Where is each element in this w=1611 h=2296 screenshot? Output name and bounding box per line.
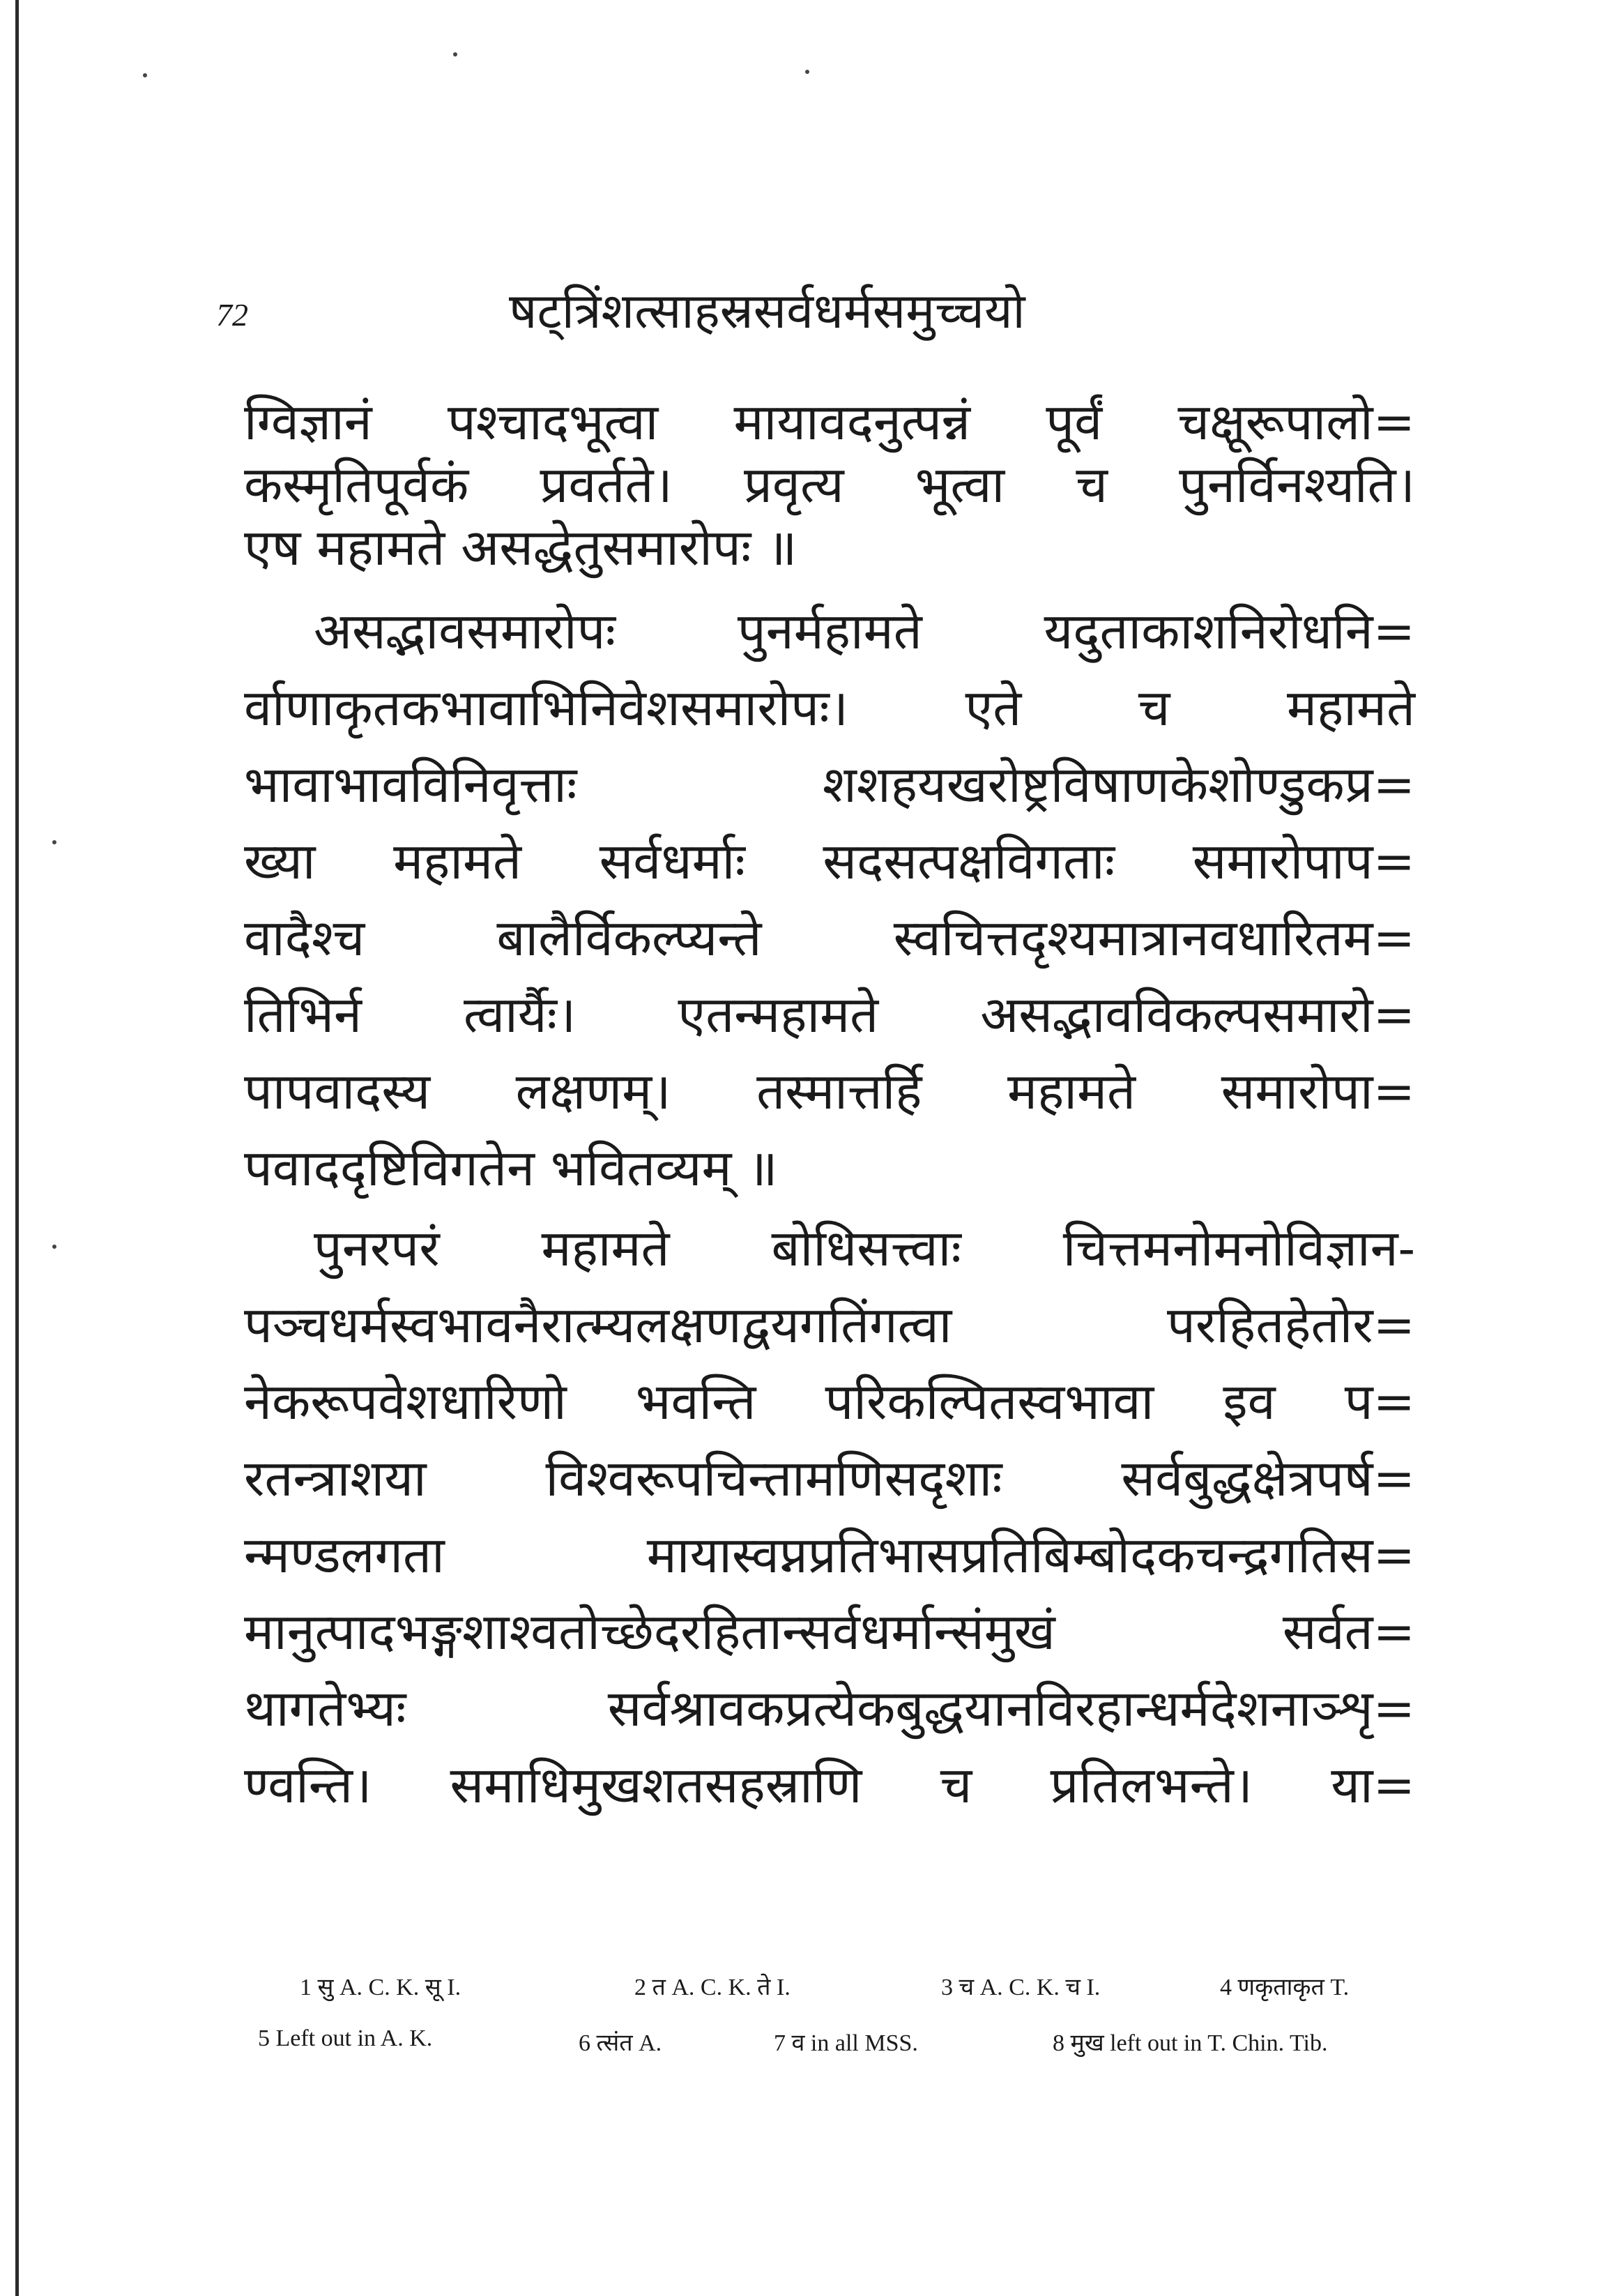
scan-speck xyxy=(805,70,809,74)
text-line: तिभिर्न त्वार्यैः। एतन्महामते असद्भावविकल्पसमारो= xyxy=(244,985,1415,1044)
footnote-row xyxy=(244,2025,1415,2067)
text-line: रतन्त्राशया विश्वरूपचिन्तामणिसदृशाः सर्वबुद्धक्षेत्रपर्ष= xyxy=(244,1449,1415,1507)
text-line: एष महामते असद्धेतुसमारोपः ॥ xyxy=(244,518,797,577)
text-line: पञ्चधर्मस्वभावनैरात्म्यलक्षणद्वयगतिंगत्वा परहितहेतोर= xyxy=(244,1295,1415,1354)
text-line: पापवादस्य लक्षणम्। तस्मात्तर्हि महामते समारोपा= xyxy=(244,1062,1415,1120)
page-gutter-line xyxy=(15,0,19,2296)
footnote: 6 त्संत A. xyxy=(579,2030,662,2056)
scan-speck xyxy=(52,1245,56,1249)
footnote: 8 मुख left out in T. Chin. Tib. xyxy=(1053,2030,1328,2056)
text-line: भावाभावविनिवृत्ताः शशहयखरोष्ट्रविषाणकेशोण्डुकप्र= xyxy=(244,755,1415,814)
footnote: 3 च A. C. K. च I. xyxy=(941,1975,1101,2000)
text-line: नेकरूपवेशधारिणो भवन्ति परिकल्पितस्वभावा इव प= xyxy=(244,1372,1415,1431)
text-line: थागतेभ्यः सर्वश्रावकप्रत्येकबुद्धयानविरहान्धर्मदेशनाञ्शृ= xyxy=(244,1679,1415,1738)
scan-speck xyxy=(52,840,56,844)
text-line: मानुत्पादभङ्गशाश्वतोच्छेदरहितान्सर्वधर्मान्संमुखं सर्वत= xyxy=(244,1602,1415,1661)
scan-speck xyxy=(453,52,457,56)
running-title: षट्त्रिंशत्साहस्रसर्वधर्मसमुच्चयो xyxy=(509,282,1025,340)
text-line: कस्मृतिपूर्वकं प्रवर्तते। प्रवृत्य भूत्वा च पुनर्विनश्यति। xyxy=(244,455,1415,514)
text-line: ख्या महामते सर्वधर्माः सदसत्पक्षविगताः समारोपाप= xyxy=(244,832,1415,890)
footnote: 1 सु A. C. K. सू I. xyxy=(300,1975,461,2000)
main-text xyxy=(244,390,1415,1910)
page-header xyxy=(216,275,1415,352)
text-line: वादैश्च बालैर्विकल्प्यन्ते स्वचित्तदृश्यमात्रानवधारितम= xyxy=(244,908,1415,967)
footnote: 2 त A. C. K. ते I. xyxy=(634,1975,791,2000)
footnote: 7 व in all MSS. xyxy=(774,2030,918,2056)
footnote-row xyxy=(244,1970,1415,2012)
text-line: न्मण्डलगता मायास्वप्नप्रतिभासप्रतिबिम्बोदकचन्द्रगतिस= xyxy=(244,1526,1415,1584)
text-line: असद्भावसमारोपः पुनर्महामते यदुताकाशनिरोधनि= xyxy=(314,602,1415,660)
footnote: 5 Left out in A. K. xyxy=(258,2025,433,2051)
page-number: 72 xyxy=(216,297,248,333)
scan-speck xyxy=(143,73,147,77)
text-line: पवाददृष्टिविगतेन भवितव्यम् ॥ xyxy=(244,1139,778,1197)
text-line: पुनरपरं महामते बोधिसत्त्वाः चित्तमनोमनोविज्ञान- xyxy=(314,1219,1415,1277)
text-line: ग्विज्ञानं पश्चादभूत्वा मायावदनुत्पन्नं पूर्वं चक्षूरूपालो= xyxy=(244,393,1415,451)
text-line: र्वाणाकृतकभावाभिनिवेशसमारोपः। एते च महामते xyxy=(244,678,1415,737)
text-line: ण्वन्ति। समाधिमुखशतसहस्राणि च प्रतिलभन्ते। या= xyxy=(244,1756,1415,1814)
footnote: 4 णकृताकृत T. xyxy=(1220,1975,1350,2000)
